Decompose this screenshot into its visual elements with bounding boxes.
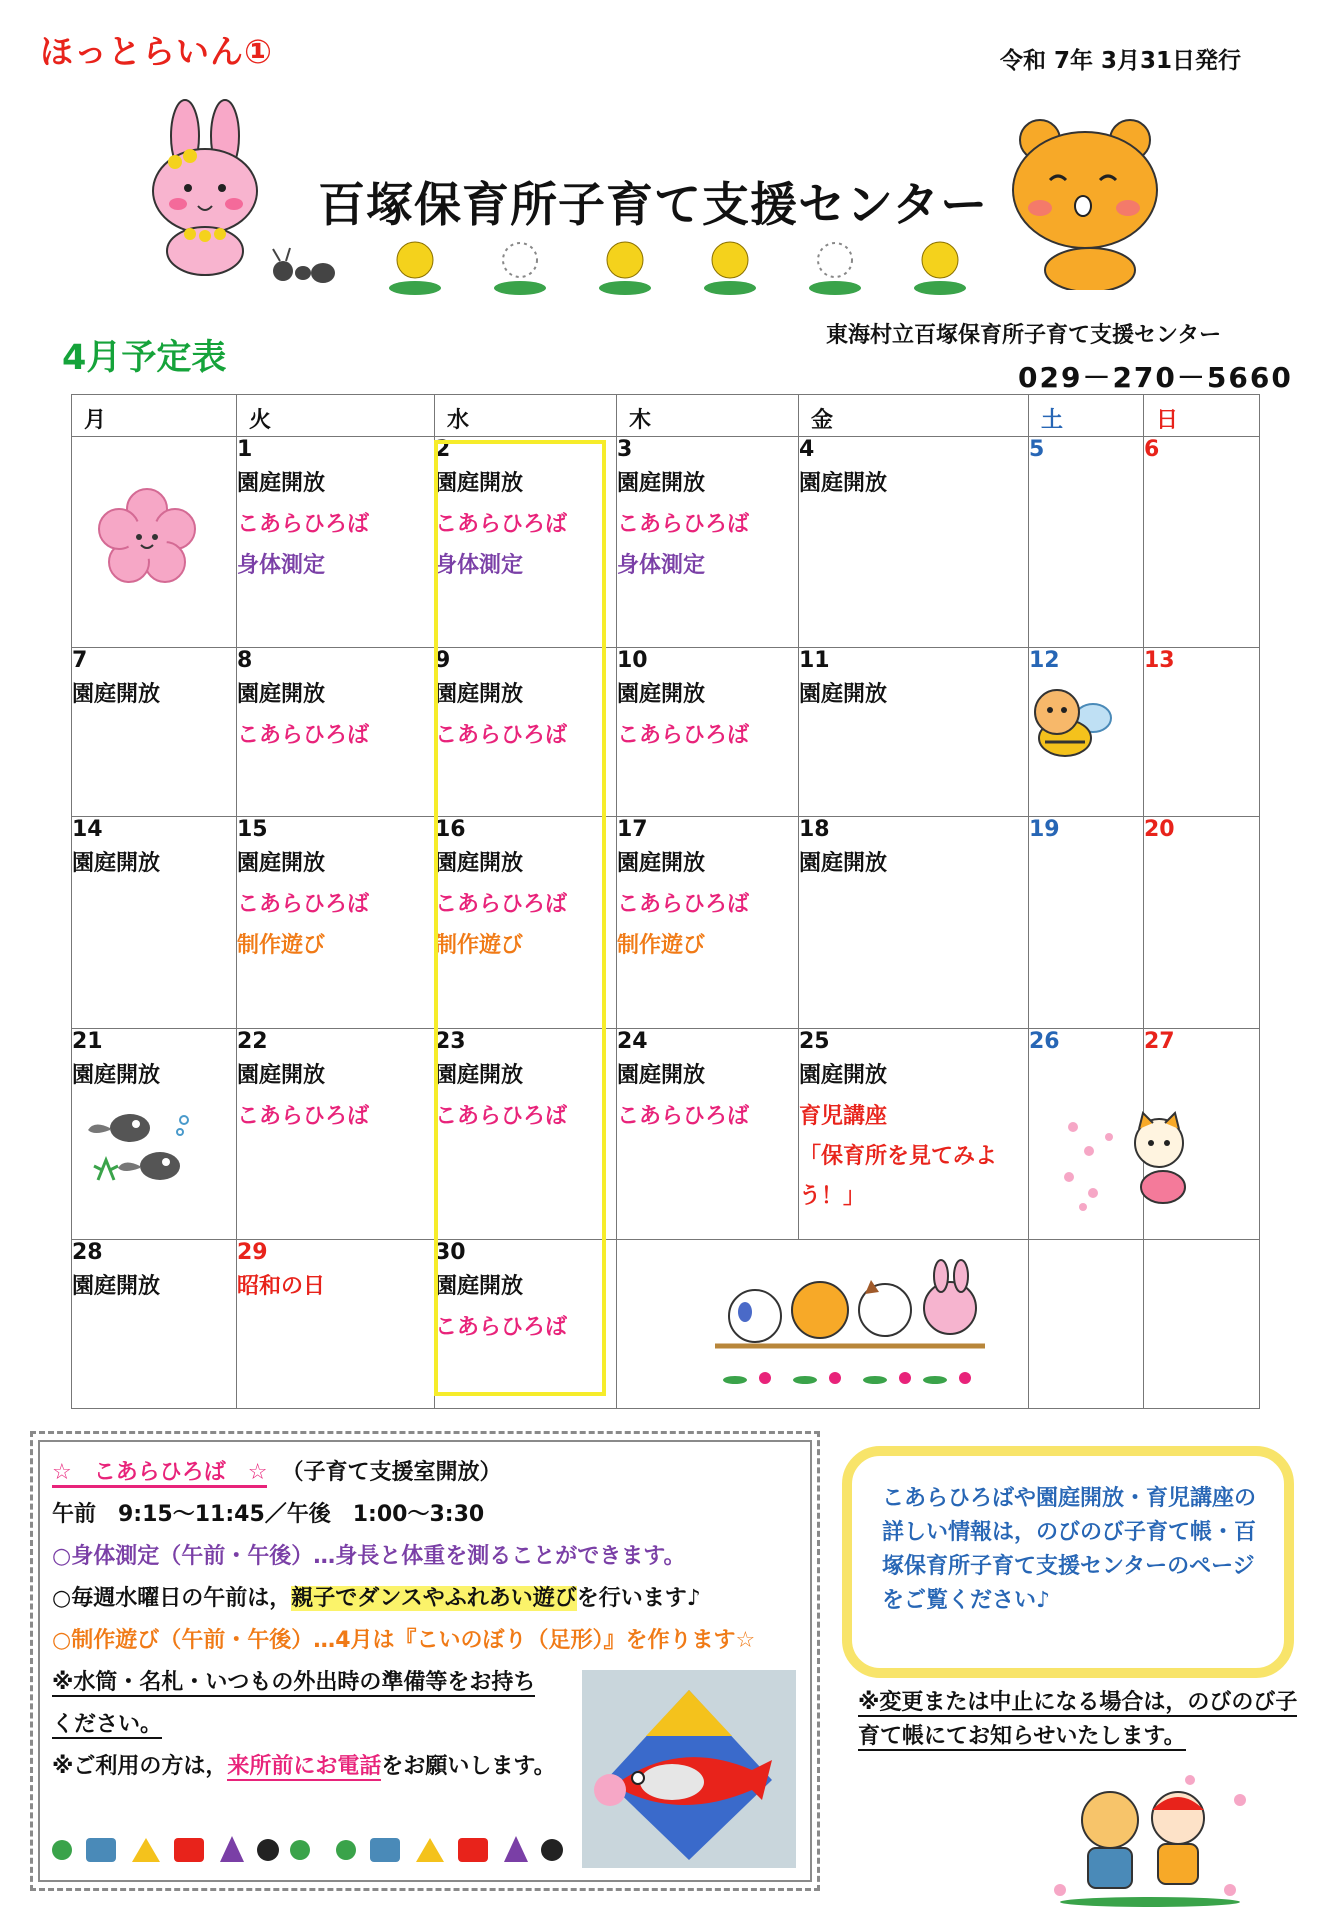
calendar-day-20: [1144, 817, 1260, 1029]
event-garden-open: 園庭開放: [72, 1274, 161, 1299]
event-craft-play: 制作遊び: [617, 933, 706, 958]
change-notice-text: ※変更または中止になる場合は，のびのび子育て帳にてお知らせいたします。: [858, 1690, 1298, 1749]
calendar-day-12: [1029, 648, 1144, 817]
craft-play-note: ○制作遊び（午前・午後）…4月は『こいのぼり（足形）』を作ります☆: [52, 1628, 756, 1653]
sakura-icon: [97, 487, 197, 587]
bear-illustration: [980, 110, 1180, 290]
weekday-thu: 木: [617, 395, 799, 437]
event-garden-open: 園庭開放: [799, 851, 888, 876]
event-koara-hiroba: こあらひろば: [435, 892, 568, 917]
calendar-day-6: [1144, 437, 1260, 648]
calendar-day-10: [617, 648, 799, 817]
calendar-cell-empty: [72, 437, 237, 648]
weekday-sun: 日: [1144, 395, 1260, 437]
calendar-day-23: [435, 1029, 617, 1240]
calendar-day-15: [237, 817, 435, 1029]
calendar-day-19: [1029, 817, 1144, 1029]
tadpole-icon: [84, 1100, 194, 1190]
calendar-week-1: [72, 437, 1260, 648]
event-garden-open: 園庭開放: [617, 471, 706, 496]
publisher-name: 東海村立百塚保育所子育て支援センター: [826, 323, 1222, 348]
bring-items-note: [52, 1665, 535, 1696]
day-number: 10: [617, 648, 648, 673]
day-number: 27: [1144, 1029, 1175, 1054]
day-number: 21: [72, 1029, 103, 1054]
weekday-fri: 金: [799, 395, 1029, 437]
event-koara-hiroba: こあらひろば: [617, 892, 750, 917]
bring-items-line-1: ※水筒・名札・いつもの外出時の準備等をお持ち: [52, 1670, 536, 1695]
calendar-day-21: [72, 1029, 237, 1240]
day-number: 23: [435, 1029, 466, 1054]
day-number: 12: [1029, 648, 1060, 673]
event-garden-open: 園庭開放: [435, 1274, 524, 1299]
dance-suffix: を行います♪: [576, 1586, 701, 1611]
center-title: 百塚保育所子育て支援センター: [318, 178, 989, 233]
event-craft-play: 制作遊び: [237, 933, 326, 958]
event-garden-open: 園庭開放: [435, 1063, 524, 1088]
day-number: 19: [1029, 817, 1060, 842]
info-notice-text: こあらひろばや園庭開放・育児講座の詳しい情報は，のびのび子育て帳・百塚保育所子育て支援センターのページをご覧ください♪: [882, 1486, 1257, 1613]
newsletter-title: ほっとらいん①: [40, 32, 273, 71]
ant-illustration: [268, 246, 338, 296]
calendar-week-5: [72, 1240, 1260, 1409]
bring-items-note-cont: [52, 1707, 162, 1738]
event-garden-open: 園庭開放: [799, 682, 888, 707]
day-number: 18: [799, 817, 830, 842]
change-notice: [858, 1686, 1304, 1754]
calendar-day-22: [237, 1029, 435, 1240]
event-koara-hiroba: こあらひろば: [237, 512, 370, 537]
day-number: 7: [72, 648, 88, 673]
calendar-day-3: [617, 437, 799, 648]
day-number: 11: [799, 648, 830, 673]
event-koara-hiroba: こあらひろば: [237, 1104, 370, 1129]
opening-hours: 午前 9:15～11:45／午後 1:00～3:30: [52, 1502, 485, 1527]
calendar-day-14: [72, 817, 237, 1029]
measurement-note: ○身体測定（午前・午後）…身長と体重を測ることができます。: [52, 1544, 686, 1569]
dance-highlight: 親子でダンスやふれあい遊び: [291, 1586, 577, 1611]
weekday-wed: 水: [435, 395, 617, 437]
event-garden-open: 園庭開放: [237, 1063, 326, 1088]
call-prefix: ※ご利用の方は，: [52, 1754, 228, 1779]
calendar-day-27: [1144, 1029, 1260, 1240]
day-number: 26: [1029, 1029, 1060, 1054]
event-garden-open: 園庭開放: [617, 1063, 706, 1088]
calendar-day-30: [435, 1240, 617, 1409]
calendar-day-1: [237, 437, 435, 648]
calendar-day-11: [799, 648, 1029, 817]
day-number: 22: [237, 1029, 268, 1054]
event-body-measurement: 身体測定: [237, 553, 326, 578]
event-garden-open: 園庭開放: [435, 682, 524, 707]
event-koara-hiroba: こあらひろば: [435, 512, 568, 537]
day-number: 5: [1029, 437, 1045, 462]
day-number: 8: [237, 648, 253, 673]
event-garden-open: 園庭開放: [799, 471, 888, 496]
day-number: 13: [1144, 648, 1175, 673]
koara-heading-sub: （子育て支援室開放）: [281, 1460, 502, 1485]
calendar-day-7: [72, 648, 237, 817]
schedule-title: 4月予定表: [62, 338, 227, 378]
event-garden-open: 園庭開放: [435, 851, 524, 876]
calendar-cell-tug-of-war: [617, 1240, 1029, 1409]
event-koara-hiroba: こあらひろば: [435, 1315, 568, 1340]
day-number: 24: [617, 1029, 648, 1054]
calendar-day-25: [799, 1029, 1029, 1240]
call-suffix: をお願いします。: [381, 1754, 556, 1779]
calendar-day-24: [617, 1029, 799, 1240]
calendar-day-16: [435, 817, 617, 1029]
koara-heading-title: ☆ こあらひろば ☆: [52, 1460, 267, 1488]
event-koara-hiroba: こあらひろば: [617, 1104, 750, 1129]
event-parenting-lecture: 育児講座: [799, 1104, 888, 1129]
day-number: 17: [617, 817, 648, 842]
calendar-day-18: [799, 817, 1029, 1029]
bee-icon: [1025, 682, 1115, 762]
calendar-week-4: [72, 1029, 1260, 1240]
event-garden-open: 園庭開放: [617, 682, 706, 707]
calendar-table: [71, 394, 1260, 1409]
calendar-day-17: [617, 817, 799, 1029]
event-showa-day: 昭和の日: [237, 1274, 326, 1299]
calendar-cell-empty: [1029, 1240, 1144, 1409]
event-garden-open: 園庭開放: [617, 851, 706, 876]
calendar-day-28: [72, 1240, 237, 1409]
event-garden-open: 園庭開放: [237, 471, 326, 496]
day-number: 16: [435, 817, 466, 842]
wednesday-dance-note: [52, 1581, 701, 1612]
calendar-day-26: [1029, 1029, 1144, 1240]
event-garden-open: 園庭開放: [72, 682, 161, 707]
weekday-sat: 土: [1029, 395, 1144, 437]
day-number: 20: [1144, 817, 1175, 842]
day-number: 9: [435, 648, 451, 673]
event-koara-hiroba: こあらひろば: [435, 723, 568, 748]
event-body-measurement: 身体測定: [435, 553, 524, 578]
issue-date: 令和 7年 3月31日発行: [1000, 48, 1242, 74]
calendar-day-5: [1029, 437, 1144, 648]
calendar-cell-empty: [1144, 1240, 1260, 1409]
phone-number: 029－270－5660: [1018, 361, 1293, 394]
day-number: 29: [237, 1240, 268, 1265]
calendar-week-2: [72, 648, 1260, 817]
rabbit-illustration: [130, 96, 290, 276]
day-number: 25: [799, 1029, 830, 1054]
animals-tug-of-war-icon: [705, 1250, 995, 1390]
koara-heading: [52, 1455, 501, 1486]
weekday-mon: 月: [72, 395, 237, 437]
dandelion-row-decoration: [380, 238, 980, 298]
event-garden-open: 園庭開放: [72, 1063, 161, 1088]
calendar-day-9: [435, 648, 617, 817]
dance-prefix: ○毎週水曜日の午前は，: [52, 1586, 292, 1611]
event-koara-hiroba: こあらひろば: [237, 723, 370, 748]
bring-items-line-2: ください。: [52, 1712, 163, 1737]
koinobori-craft-photo: [582, 1670, 796, 1868]
event-garden-open: 園庭開放: [72, 851, 161, 876]
day-number: 28: [72, 1240, 103, 1265]
call-highlight: 来所前にお電話: [227, 1754, 382, 1779]
calendar-day-29: [237, 1240, 435, 1409]
event-koara-hiroba: こあらひろば: [237, 892, 370, 917]
day-number: 3: [617, 437, 633, 462]
calendar-day-4: [799, 437, 1029, 648]
weekday-tue: 火: [237, 395, 435, 437]
event-koara-hiroba: こあらひろば: [617, 512, 750, 537]
day-number: 14: [72, 817, 103, 842]
day-number: 4: [799, 437, 815, 462]
boys-day-decoration-row: [50, 1832, 570, 1868]
event-garden-open: 園庭開放: [435, 471, 524, 496]
event-garden-open: 園庭開放: [237, 682, 326, 707]
event-koara-hiroba: こあらひろば: [435, 1104, 568, 1129]
event-garden-open: 園庭開放: [799, 1063, 888, 1088]
day-number: 30: [435, 1240, 466, 1265]
event-lecture-title: 「保育所を見てみよう！」: [799, 1144, 998, 1209]
day-number: 1: [237, 437, 253, 462]
event-garden-open: 園庭開放: [237, 851, 326, 876]
day-number: 15: [237, 817, 268, 842]
event-koara-hiroba: こあらひろば: [617, 723, 750, 748]
event-craft-play: 制作遊び: [435, 933, 524, 958]
children-with-flowers-illustration: [1040, 1770, 1260, 1910]
calendar-day-8: [237, 648, 435, 817]
calendar-day-2: [435, 437, 617, 648]
calendar-week-3: [72, 817, 1260, 1029]
call-ahead-note: [52, 1749, 556, 1780]
day-number: 6: [1144, 437, 1160, 462]
event-body-measurement: 身体測定: [617, 553, 706, 578]
day-number: 2: [435, 437, 451, 462]
weekday-header-row: [72, 395, 1260, 437]
calendar-day-13: [1144, 648, 1260, 817]
